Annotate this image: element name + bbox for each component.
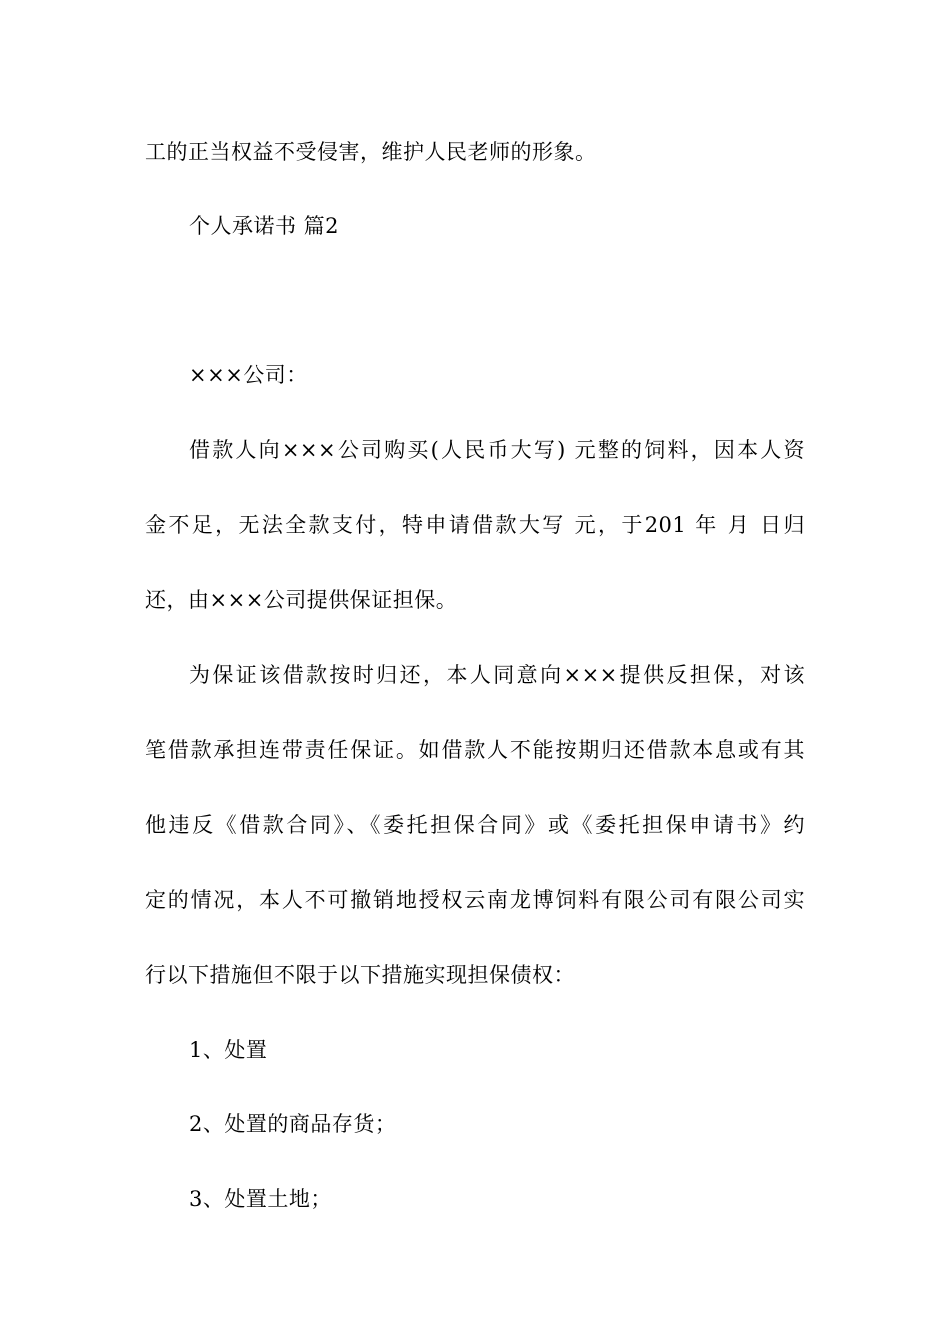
paragraph-line: 定的情况，本人不可撤销地授权云南龙博饲料有限公司有限公司实 <box>145 888 805 912</box>
list-item: 2、处置的商品存货； <box>189 1112 397 1136</box>
paragraph-line: 借款人向×××公司购买(人民币大写) 元整的饲料，因本人资 <box>189 438 805 462</box>
addressee-line: ×××公司： <box>189 363 308 387</box>
paragraph-line: 行以下措施但不限于以下措施实现担保债权： <box>145 963 575 987</box>
paragraph-line: 他违反《借款合同》、《委托担保合同》或《委托担保申请书》约 <box>145 813 805 837</box>
paragraph-line: 金不足，无法全款支付，特申请借款大写 元，于201 年 月 日归 <box>145 513 805 537</box>
list-item: 1、处置 <box>189 1038 268 1062</box>
paragraph-line-tail: 工的正当权益不受侵害，维护人民老师的形象。 <box>145 140 597 164</box>
paragraph-line: 为保证该借款按时归还，本人同意向×××提供反担保，对该 <box>189 663 805 687</box>
section-heading: 个人承诺书 篇2 <box>189 214 340 238</box>
list-item: 3、处置土地； <box>189 1187 332 1211</box>
paragraph-line: 笔借款承担连带责任保证。如借款人不能按期归还借款本息或有其 <box>145 738 805 762</box>
paragraph-line: 还，由×××公司提供保证担保。 <box>145 588 458 612</box>
